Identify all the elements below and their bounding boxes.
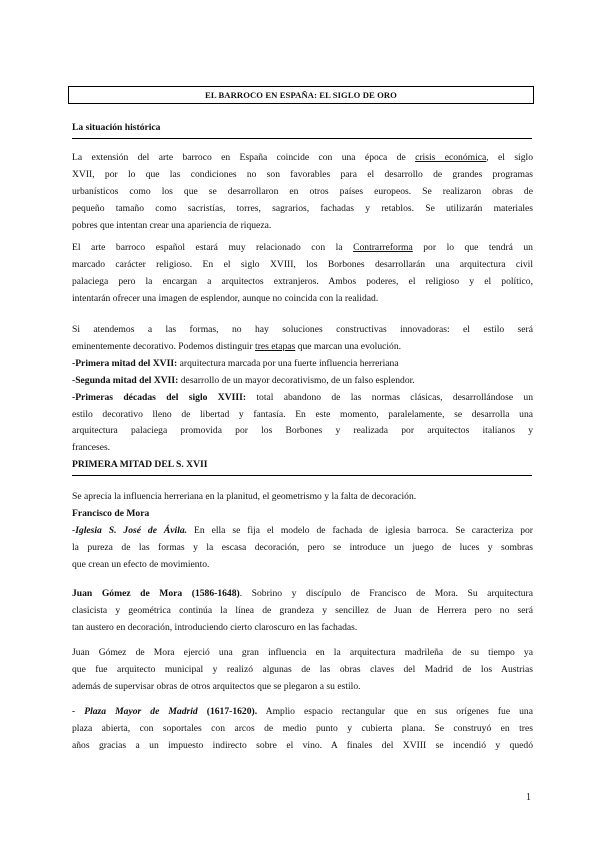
stage-label: -Segunda mitad del XVII: xyxy=(72,374,179,386)
section-heading-primera-mitad: PRIMERA MITAD DEL S. XVII xyxy=(72,458,532,476)
paragraph-influencia xyxy=(72,645,533,696)
text-run: Amplio espacio rectangular que en sus orígenes fue una xyxy=(257,706,533,717)
text-line: palaciega pero la encargan a arquitectos extranjeros. Ambos poderes, el religioso y el político, xyxy=(72,275,533,287)
paragraph-plaza-mayor xyxy=(72,704,533,755)
text-line: Se aprecia la influencia herreriana en la planitud, el geometrismo y la falta de decoración. xyxy=(72,491,417,502)
text-line: que fue arquitecto municipal y realizó algunas de las obras claves del Madrid de los Austrias xyxy=(72,663,533,675)
text-line: urbanísticos como los que se desarrollaron en otros países europeos. Se realizaron obras de xyxy=(72,185,533,197)
paragraph-juan-gomez-de-mora xyxy=(72,586,533,637)
document-title: EL BARROCO EN ESPAÑA: EL SIGLO DE ORO xyxy=(68,86,534,104)
text-line: tan austero en decoración, introduciendo cierto claroscuro en las fachadas. xyxy=(72,621,358,633)
text-run: desarrollo de un mayor decorativismo, de un falso esplendor. xyxy=(178,374,415,386)
link-tres-etapas[interactable]: tres etapas xyxy=(255,340,296,352)
text-line: franceses. xyxy=(72,442,111,454)
text-run: , el siglo xyxy=(486,152,533,163)
text-run: El arte barroco español estará muy relacionado con la xyxy=(72,242,354,253)
architect-name: Juan Gómez de Mora (1586-1648) xyxy=(72,588,240,599)
text-run: arquitectura marcada por una fuerte influencia herreriana xyxy=(177,357,399,369)
text-line: Si atendemos a las formas, no hay soluciones constructivas innovadoras: el estilo será xyxy=(72,324,533,335)
architect-name: Francisco de Mora xyxy=(72,507,150,519)
stage-label: -Primera mitad del XVII: xyxy=(72,357,178,369)
text-line: estilo decorativo lleno de libertad y fantasía. En este momento, paralelamente, se desarrolla una xyxy=(72,408,533,420)
text-line: clasicista y geométrica continúa la línea de grandeza y sencillez de Juan de Herrera pero no será xyxy=(72,604,533,616)
text-line: intentarán ofrecer una imagen de esplendor, aunque no coincida con la realidad. xyxy=(72,292,379,304)
text-line: XVII, por lo que las condiciones no son favorables para el desarrollo de grandes programas xyxy=(72,168,533,180)
text-line xyxy=(72,373,533,390)
text-line: la pureza de las formas y la escasa decoración, pero se introduce un juego de luces y sombras xyxy=(72,541,533,553)
text-line: pequeño tamaño como sacristías, torres, sagrarios, fachadas y retablos. Se utilizarán materiales xyxy=(72,202,533,214)
text-line xyxy=(72,339,533,356)
text-run: eminentemente decorativo. Podemos distinguir xyxy=(72,340,256,352)
text-line: marcado carácter religioso. En el siglo XVIII, los Borbones desarrollarán una arquitectura civil xyxy=(72,258,533,270)
paragraph-francisco-de-mora xyxy=(72,489,533,574)
text-run: La extensión del arte barroco en España coincide con una época de xyxy=(72,152,416,163)
work-date: (1617-1620). xyxy=(197,706,258,717)
text-line: que crean un efecto de movimiento. xyxy=(72,558,210,570)
text-line: Juan Gómez de Mora ejerció una gran influencia en la arquitectura madrileña de su tiempo ya xyxy=(72,647,533,658)
text-line: plaza abierta, con soportales con arcos de medio punto y cubierta plana. Se construyó en tres xyxy=(72,722,533,734)
text-line xyxy=(72,150,533,167)
text-line xyxy=(72,390,533,407)
text-line xyxy=(72,356,533,373)
text-line xyxy=(72,523,533,540)
work-title: - Plaza Mayor de Madrid xyxy=(72,706,198,717)
stage-label: -Primeras décadas del siglo XVIII: xyxy=(72,391,247,403)
text-line xyxy=(72,586,533,603)
link-contrarreforma[interactable]: Contrarreforma xyxy=(353,242,413,253)
paragraph-contrarreforma xyxy=(72,240,533,308)
paragraph-crisis xyxy=(72,150,533,235)
text-line xyxy=(72,704,533,721)
page-number: 1 xyxy=(526,792,531,803)
work-title: -Iglesia S. José de Ávila. xyxy=(72,524,188,536)
text-run: total abandono de las normas clásicas, desarrollándose un xyxy=(246,391,533,403)
text-line: además de supervisar obras de otros arquitectos que se plegaron a su estilo. xyxy=(72,680,361,692)
text-line: años gracias a un impuesto indirecto sobre el vino. A finales del XVIII se incendió y quedó xyxy=(72,739,533,751)
text-line xyxy=(72,240,533,257)
text-line: pobres que intentan crear una apariencia de riqueza. xyxy=(72,219,272,231)
text-run: por lo que tendrá un xyxy=(412,242,533,253)
text-run: . Sobrino y discípulo de Francisco de Mora. Su arquitectura xyxy=(239,588,533,599)
text-line: arquitectura palaciega promovida por los Borbones y realizada por arquitectos italianos y xyxy=(72,425,533,437)
text-run: En ella se fija el modelo de fachada de iglesia barroca. Se caracteriza por xyxy=(187,524,533,536)
section-heading-historical: La situación histórica xyxy=(72,121,532,139)
paragraph-etapas xyxy=(72,322,533,457)
text-run: que marcan una evolución. xyxy=(295,340,402,352)
link-crisis-economica[interactable]: crisis económica xyxy=(415,152,487,163)
